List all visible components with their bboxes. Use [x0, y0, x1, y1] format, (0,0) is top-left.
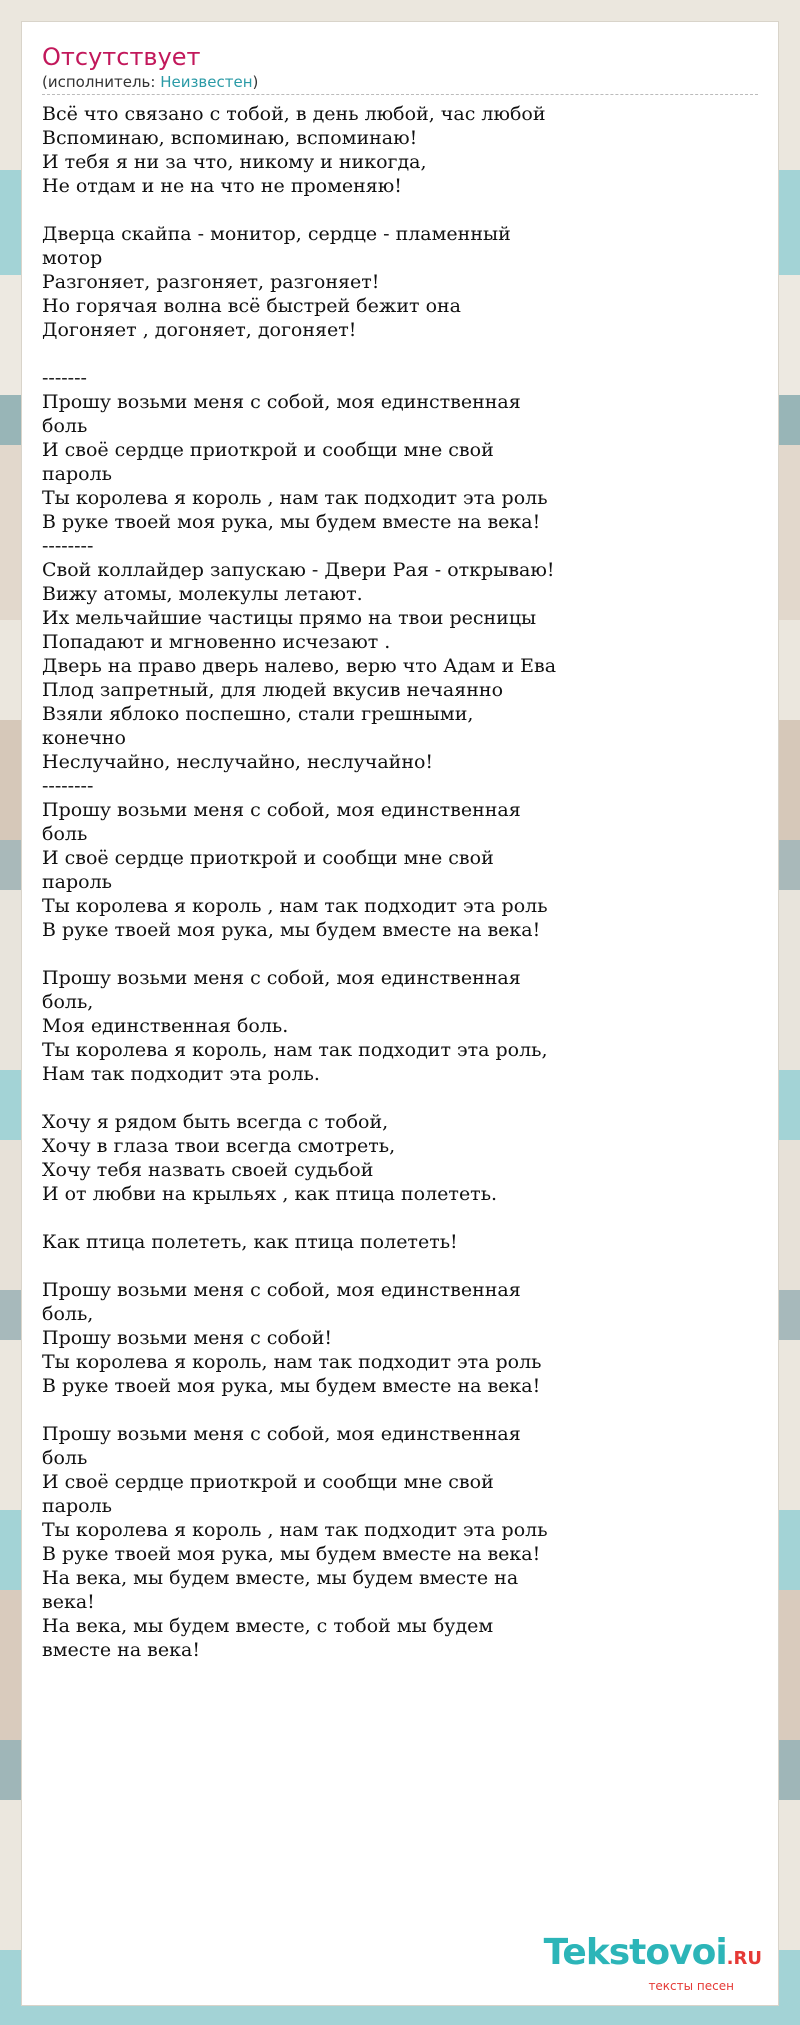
lyrics-blank-line	[42, 1086, 562, 1110]
lyrics-line: Хочу я рядом быть всегда с тобой,	[42, 1111, 389, 1133]
logo-wordmark	[542, 1933, 762, 1979]
lyrics-blank-line	[42, 1398, 562, 1422]
lyrics-line: На века, мы будем вместе, с тобой мы будем вместе на века!	[42, 1615, 494, 1661]
lyrics-line: --------	[42, 775, 94, 797]
lyrics-line: Взяли яблоко поспешно, стали грешными, конечно	[42, 703, 474, 749]
lyrics-line: В руке твоей моя рука, мы будем вместе на века!	[42, 511, 541, 533]
lyrics-line: Свой коллайдер запускаю - Двери Рая - открываю!	[42, 559, 555, 581]
lyrics-line: Но горячая волна всё быстрей бежит она	[42, 295, 461, 317]
lyrics-line: Дверца скайпа - монитор, сердце - пламенный мотор	[42, 223, 511, 269]
lyrics-line: И своё сердце приоткрой и сообщи мне свой пароль	[42, 1471, 494, 1517]
lyrics-line: Прошу возьми меня с собой, моя единственная боль,	[42, 967, 521, 1013]
lyrics-line: --------	[42, 535, 94, 557]
lyrics-line: Ты королева я король , нам так подходит эта роль	[42, 895, 548, 917]
lyrics-line: Плод запретный, для людей вкусив нечаянно	[42, 679, 504, 701]
logo-tagline: тексты песен	[648, 1979, 734, 1993]
lyrics-line: Их мельчайшие частицы прямо на твои ресницы	[42, 607, 537, 629]
lyrics-line: Прошу возьми меня с собой, моя единственная боль	[42, 1423, 521, 1469]
song-header	[42, 42, 758, 95]
lyrics-line: Ты королева я король , нам так подходит эта роль	[42, 487, 548, 509]
artist-prefix: (исполнитель:	[42, 73, 161, 91]
lyrics-line: Хочу тебя назвать своей судьбой	[42, 1159, 374, 1181]
lyrics-line: -------	[42, 367, 87, 389]
lyrics-line: На века, мы будем вместе, мы будем вместе на века!	[42, 1567, 519, 1613]
lyrics-line: Прошу возьми меня с собой, моя единственная боль	[42, 391, 521, 437]
lyrics-line: Прошу возьми меня с собой, моя единственная боль,	[42, 1279, 521, 1325]
lyrics-blank-line	[42, 198, 562, 222]
lyrics-blank-line	[42, 1206, 562, 1230]
lyrics-line: Прошу возьми меня с собой, моя единственная боль	[42, 799, 521, 845]
logo-main-text: Tekstovoi	[543, 1932, 727, 1973]
lyrics-line: И своё сердце приоткрой и сообщи мне свой пароль	[42, 847, 494, 893]
lyrics-line: Ты королева я король, нам так подходит эта роль,	[42, 1039, 548, 1061]
lyrics-blank-line	[42, 1254, 562, 1278]
lyrics-line: И от любви на крыльях , как птица полететь.	[42, 1183, 498, 1205]
lyrics-line: В руке твоей моя рука, мы будем вместе на века!	[42, 1543, 541, 1565]
lyrics-line: В руке твоей моя рука, мы будем вместе на века!	[42, 1375, 541, 1397]
lyrics-line: Как птица полететь, как птица полететь!	[42, 1231, 458, 1253]
lyrics-line: Ты королева я король , нам так подходит эта роль	[42, 1519, 548, 1541]
lyrics-blank-line	[42, 342, 562, 366]
lyrics-line: Вспоминаю, вспоминаю, вспоминаю!	[42, 127, 418, 149]
artist-link[interactable]: Неизвестен	[160, 73, 253, 91]
lyrics-line: В руке твоей моя рука, мы будем вместе на века!	[42, 919, 541, 941]
lyrics-line: Не отдам и не на что не променяю!	[42, 175, 402, 197]
lyrics-card	[22, 22, 778, 2005]
lyrics-line: Хочу в глаза твои всегда смотреть,	[42, 1135, 396, 1157]
lyrics-line: Неслучайно, неслучайно, неслучайно!	[42, 751, 434, 773]
artist-line	[42, 72, 758, 95]
lyrics-line: Моя единственная боль.	[42, 1015, 289, 1037]
logo-tld: .RU	[726, 1948, 762, 1969]
lyrics-line: Дверь на право дверь налево, верю что Адам и Ева	[42, 655, 557, 677]
lyrics-text	[42, 102, 562, 1662]
lyrics-line: Разгоняет, разгоняет, разгоняет!	[42, 271, 380, 293]
song-title: Отсутствует	[42, 43, 201, 71]
lyrics-line: Всё что связано с тобой, в день любой, час любой	[42, 103, 546, 125]
artist-suffix: )	[252, 73, 259, 91]
lyrics-line: Попадают и мгновенно исчезают .	[42, 631, 391, 653]
lyrics-line: И тебя я ни за что, никому и никогда,	[42, 151, 427, 173]
lyrics-line: Прошу возьми меня с собой!	[42, 1327, 333, 1349]
lyrics-blank-line	[42, 942, 562, 966]
lyrics-line: И своё сердце приоткрой и сообщи мне свой пароль	[42, 439, 494, 485]
lyrics-line: Ты королева я король, нам так подходит эта роль	[42, 1351, 542, 1373]
lyrics-line: Вижу атомы, молекулы летают.	[42, 583, 363, 605]
tekstovoi-logo[interactable]	[542, 1933, 762, 1993]
lyrics-line: Догоняет , догоняет, догоняет!	[42, 319, 357, 341]
lyrics-line: Нам так подходит эта роль.	[42, 1063, 320, 1085]
